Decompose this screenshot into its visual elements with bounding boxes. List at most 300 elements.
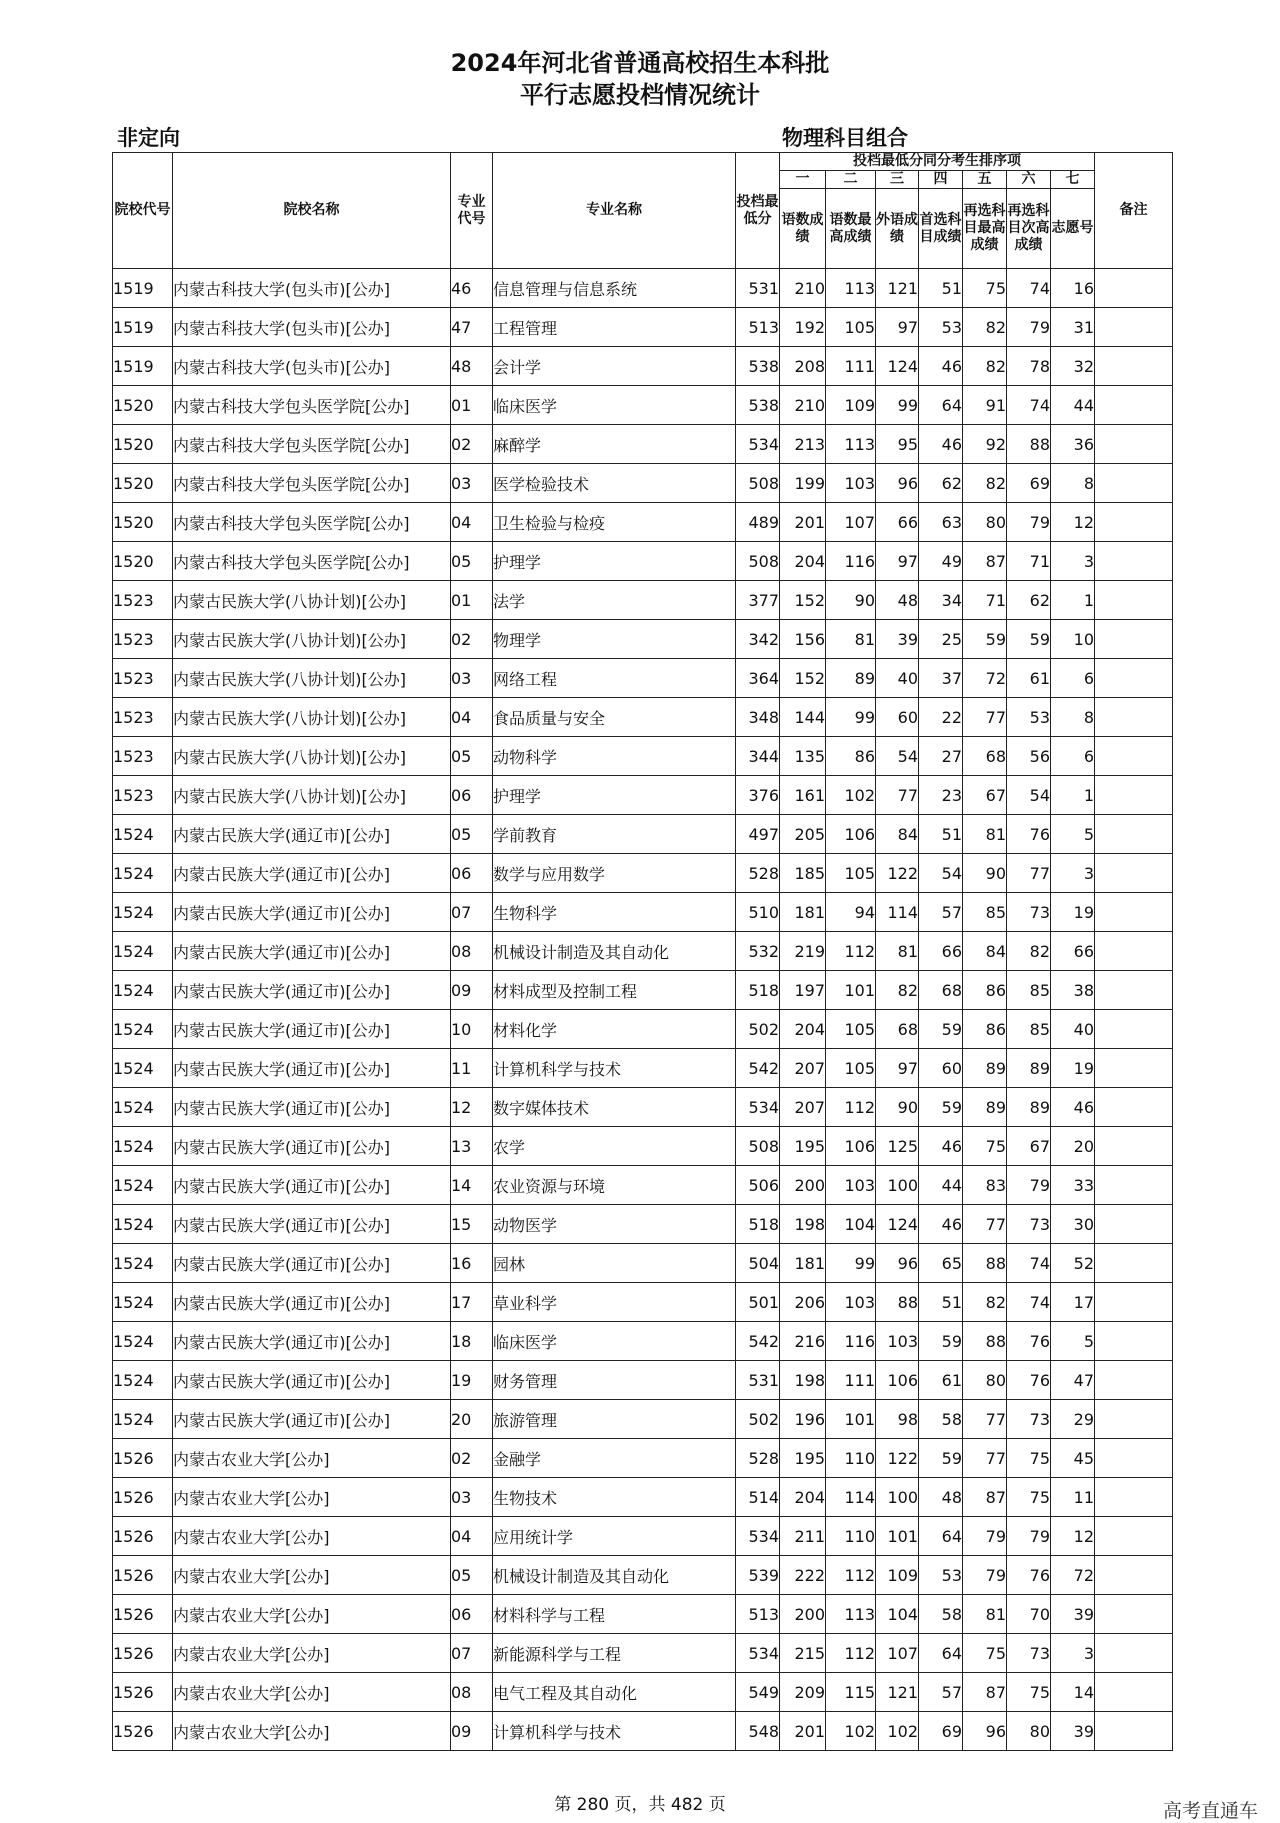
cell-major-code: 10 bbox=[451, 1010, 493, 1049]
table-row bbox=[113, 1400, 1173, 1439]
cell-rank-3: 124 bbox=[876, 347, 919, 386]
cell-rank-1: 207 bbox=[780, 1088, 826, 1127]
rank-order-3: 三 bbox=[876, 171, 919, 189]
cell-volunteer-no: 19 bbox=[1051, 893, 1095, 932]
cell-rank-4: 53 bbox=[919, 1556, 963, 1595]
cell-rank-5: 88 bbox=[963, 1322, 1007, 1361]
cell-rank-1: 206 bbox=[780, 1283, 826, 1322]
cell-rank-1: 208 bbox=[780, 347, 826, 386]
cell-rank-1: 211 bbox=[780, 1517, 826, 1556]
cell-rank-4: 63 bbox=[919, 503, 963, 542]
cell-rank-5: 82 bbox=[963, 464, 1007, 503]
cell-volunteer-no: 40 bbox=[1051, 1010, 1095, 1049]
page-number: 第 280 页，共 482 页 bbox=[554, 1795, 726, 1815]
cell-remarks bbox=[1095, 1088, 1173, 1127]
cell-rank-5: 87 bbox=[963, 1478, 1007, 1517]
cell-rank-6: 67 bbox=[1007, 1127, 1051, 1166]
cell-rank-2: 105 bbox=[826, 1010, 876, 1049]
table-row bbox=[113, 1517, 1173, 1556]
cell-major-code: 05 bbox=[451, 1556, 493, 1595]
cell-remarks bbox=[1095, 425, 1173, 464]
cell-volunteer-no: 47 bbox=[1051, 1361, 1095, 1400]
table-row bbox=[113, 503, 1173, 542]
cell-rank-4: 37 bbox=[919, 659, 963, 698]
cell-school-code: 1526 bbox=[113, 1556, 173, 1595]
cell-school-name: 内蒙古民族大学(通辽市)[公办] bbox=[173, 1088, 451, 1127]
cell-major-name: 机械设计制造及其自动化 bbox=[493, 1556, 736, 1595]
cell-min-score: 538 bbox=[736, 347, 780, 386]
cell-min-score: 534 bbox=[736, 1088, 780, 1127]
table-row bbox=[113, 464, 1173, 503]
cell-volunteer-no: 36 bbox=[1051, 425, 1095, 464]
rank-order-1: 一 bbox=[780, 171, 826, 189]
cell-volunteer-no: 44 bbox=[1051, 386, 1095, 425]
cell-major-code: 06 bbox=[451, 854, 493, 893]
cell-rank-1: 201 bbox=[780, 1712, 826, 1751]
table-row bbox=[113, 1439, 1173, 1478]
cell-rank-3: 125 bbox=[876, 1127, 919, 1166]
cell-volunteer-no: 14 bbox=[1051, 1673, 1095, 1712]
cell-rank-6: 85 bbox=[1007, 971, 1051, 1010]
cell-rank-3: 121 bbox=[876, 269, 919, 308]
cell-school-code: 1524 bbox=[113, 893, 173, 932]
table-row bbox=[113, 1244, 1173, 1283]
cell-major-code: 02 bbox=[451, 425, 493, 464]
cell-school-name: 内蒙古科技大学(包头市)[公办] bbox=[173, 308, 451, 347]
cell-rank-4: 46 bbox=[919, 1127, 963, 1166]
cell-rank-1: 196 bbox=[780, 1400, 826, 1439]
cell-rank-5: 81 bbox=[963, 1595, 1007, 1634]
cell-major-name: 农学 bbox=[493, 1127, 736, 1166]
cell-rank-3: 82 bbox=[876, 971, 919, 1010]
table-row bbox=[113, 1361, 1173, 1400]
rank-order-2: 二 bbox=[826, 171, 876, 189]
cell-remarks bbox=[1095, 1478, 1173, 1517]
cell-volunteer-no: 1 bbox=[1051, 776, 1095, 815]
cell-rank-6: 80 bbox=[1007, 1712, 1051, 1751]
cell-rank-5: 89 bbox=[963, 1088, 1007, 1127]
cell-rank-1: 200 bbox=[780, 1166, 826, 1205]
cell-rank-6: 74 bbox=[1007, 1283, 1051, 1322]
cell-remarks bbox=[1095, 1244, 1173, 1283]
cell-rank-4: 51 bbox=[919, 1283, 963, 1322]
cell-school-code: 1519 bbox=[113, 269, 173, 308]
cell-school-code: 1524 bbox=[113, 815, 173, 854]
col-major-name: 专业名称 bbox=[493, 153, 736, 269]
cell-min-score: 508 bbox=[736, 1127, 780, 1166]
cell-school-code: 1524 bbox=[113, 1166, 173, 1205]
cell-rank-5: 87 bbox=[963, 542, 1007, 581]
cell-rank-4: 48 bbox=[919, 1478, 963, 1517]
cell-major-code: 02 bbox=[451, 1439, 493, 1478]
rank-item-6: 再选科目次高成绩 bbox=[1007, 189, 1051, 269]
cell-min-score: 534 bbox=[736, 425, 780, 464]
cell-rank-6: 76 bbox=[1007, 1322, 1051, 1361]
cell-rank-3: 84 bbox=[876, 815, 919, 854]
cell-major-code: 04 bbox=[451, 503, 493, 542]
cell-rank-4: 66 bbox=[919, 932, 963, 971]
cell-school-code: 1524 bbox=[113, 1400, 173, 1439]
table-row bbox=[113, 620, 1173, 659]
cell-rank-4: 64 bbox=[919, 1517, 963, 1556]
cell-rank-5: 71 bbox=[963, 581, 1007, 620]
cell-rank-1: 204 bbox=[780, 542, 826, 581]
cell-major-name: 财务管理 bbox=[493, 1361, 736, 1400]
cell-rank-4: 59 bbox=[919, 1439, 963, 1478]
cell-school-name: 内蒙古科技大学包头医学院[公办] bbox=[173, 425, 451, 464]
cell-remarks bbox=[1095, 1439, 1173, 1478]
cell-school-code: 1526 bbox=[113, 1712, 173, 1751]
cell-major-name: 物理学 bbox=[493, 620, 736, 659]
cell-major-name: 护理学 bbox=[493, 542, 736, 581]
cell-rank-3: 66 bbox=[876, 503, 919, 542]
cell-major-name: 临床医学 bbox=[493, 386, 736, 425]
cell-rank-5: 79 bbox=[963, 1517, 1007, 1556]
cell-major-name: 材料科学与工程 bbox=[493, 1595, 736, 1634]
cell-volunteer-no: 1 bbox=[1051, 581, 1095, 620]
cell-rank-4: 46 bbox=[919, 347, 963, 386]
cell-remarks bbox=[1095, 893, 1173, 932]
cell-rank-5: 85 bbox=[963, 893, 1007, 932]
cell-rank-5: 59 bbox=[963, 620, 1007, 659]
cell-rank-2: 103 bbox=[826, 1283, 876, 1322]
cell-rank-2: 107 bbox=[826, 503, 876, 542]
cell-rank-2: 112 bbox=[826, 932, 876, 971]
cell-min-score: 528 bbox=[736, 854, 780, 893]
cell-min-score: 513 bbox=[736, 308, 780, 347]
cell-rank-3: 40 bbox=[876, 659, 919, 698]
cell-min-score: 531 bbox=[736, 1361, 780, 1400]
cell-school-code: 1526 bbox=[113, 1439, 173, 1478]
table-row bbox=[113, 1010, 1173, 1049]
cell-major-code: 07 bbox=[451, 893, 493, 932]
cell-remarks bbox=[1095, 581, 1173, 620]
cell-rank-6: 89 bbox=[1007, 1088, 1051, 1127]
cell-rank-3: 97 bbox=[876, 542, 919, 581]
col-rank-group: 投档最低分同分考生排序项 bbox=[780, 153, 1095, 171]
table-row bbox=[113, 971, 1173, 1010]
cell-school-name: 内蒙古民族大学(八协计划)[公办] bbox=[173, 581, 451, 620]
table-row bbox=[113, 347, 1173, 386]
cell-major-name: 护理学 bbox=[493, 776, 736, 815]
cell-rank-1: 213 bbox=[780, 425, 826, 464]
cell-volunteer-no: 32 bbox=[1051, 347, 1095, 386]
cell-remarks bbox=[1095, 1361, 1173, 1400]
cell-rank-3: 107 bbox=[876, 1634, 919, 1673]
cell-rank-2: 101 bbox=[826, 1400, 876, 1439]
table-row bbox=[113, 737, 1173, 776]
cell-rank-2: 102 bbox=[826, 1712, 876, 1751]
table-row bbox=[113, 1556, 1173, 1595]
cell-volunteer-no: 6 bbox=[1051, 659, 1095, 698]
table-row bbox=[113, 698, 1173, 737]
cell-rank-3: 81 bbox=[876, 932, 919, 971]
table-row bbox=[113, 1127, 1173, 1166]
cell-major-name: 生物科学 bbox=[493, 893, 736, 932]
cell-volunteer-no: 46 bbox=[1051, 1088, 1095, 1127]
cell-remarks bbox=[1095, 1673, 1173, 1712]
cell-school-code: 1519 bbox=[113, 308, 173, 347]
table-row bbox=[113, 815, 1173, 854]
cell-volunteer-no: 5 bbox=[1051, 815, 1095, 854]
cell-volunteer-no: 16 bbox=[1051, 269, 1095, 308]
cell-major-name: 网络工程 bbox=[493, 659, 736, 698]
cell-rank-6: 79 bbox=[1007, 503, 1051, 542]
cell-rank-2: 103 bbox=[826, 1166, 876, 1205]
cell-major-name: 园林 bbox=[493, 1244, 736, 1283]
cell-school-name: 内蒙古民族大学(通辽市)[公办] bbox=[173, 1244, 451, 1283]
rank-item-7: 志愿号 bbox=[1051, 189, 1095, 269]
cell-rank-4: 59 bbox=[919, 1322, 963, 1361]
cell-school-code: 1526 bbox=[113, 1595, 173, 1634]
cell-volunteer-no: 66 bbox=[1051, 932, 1095, 971]
cell-rank-4: 57 bbox=[919, 1673, 963, 1712]
cell-rank-3: 97 bbox=[876, 1049, 919, 1088]
cell-rank-4: 62 bbox=[919, 464, 963, 503]
table-row bbox=[113, 425, 1173, 464]
cell-rank-1: 181 bbox=[780, 893, 826, 932]
table-row bbox=[113, 893, 1173, 932]
cell-major-code: 13 bbox=[451, 1127, 493, 1166]
cell-major-name: 计算机科学与技术 bbox=[493, 1712, 736, 1751]
cell-rank-2: 109 bbox=[826, 386, 876, 425]
cell-school-name: 内蒙古科技大学包头医学院[公办] bbox=[173, 542, 451, 581]
cell-rank-5: 83 bbox=[963, 1166, 1007, 1205]
cell-school-code: 1520 bbox=[113, 503, 173, 542]
cell-school-name: 内蒙古民族大学(通辽市)[公办] bbox=[173, 1322, 451, 1361]
cell-rank-5: 89 bbox=[963, 1049, 1007, 1088]
cell-major-code: 05 bbox=[451, 815, 493, 854]
cell-min-score: 542 bbox=[736, 1049, 780, 1088]
table-row bbox=[113, 1478, 1173, 1517]
cell-major-name: 计算机科学与技术 bbox=[493, 1049, 736, 1088]
cell-rank-6: 56 bbox=[1007, 737, 1051, 776]
cell-major-name: 材料成型及控制工程 bbox=[493, 971, 736, 1010]
table-row bbox=[113, 1595, 1173, 1634]
cell-major-code: 05 bbox=[451, 737, 493, 776]
cell-school-name: 内蒙古农业大学[公办] bbox=[173, 1517, 451, 1556]
cell-rank-2: 111 bbox=[826, 1361, 876, 1400]
cell-rank-6: 79 bbox=[1007, 1517, 1051, 1556]
cell-rank-6: 75 bbox=[1007, 1478, 1051, 1517]
cell-rank-6: 74 bbox=[1007, 386, 1051, 425]
rank-item-4: 首选科目成绩 bbox=[919, 189, 963, 269]
cell-major-name: 旅游管理 bbox=[493, 1400, 736, 1439]
cell-major-code: 12 bbox=[451, 1088, 493, 1127]
cell-rank-1: 222 bbox=[780, 1556, 826, 1595]
cell-min-score: 514 bbox=[736, 1478, 780, 1517]
cell-volunteer-no: 6 bbox=[1051, 737, 1095, 776]
cell-major-name: 草业科学 bbox=[493, 1283, 736, 1322]
cell-major-code: 46 bbox=[451, 269, 493, 308]
cell-rank-3: 102 bbox=[876, 1712, 919, 1751]
cell-min-score: 531 bbox=[736, 269, 780, 308]
cell-rank-6: 74 bbox=[1007, 269, 1051, 308]
cell-school-name: 内蒙古民族大学(通辽市)[公办] bbox=[173, 1127, 451, 1166]
cell-rank-2: 101 bbox=[826, 971, 876, 1010]
cell-rank-6: 89 bbox=[1007, 1049, 1051, 1088]
cell-major-name: 新能源科学与工程 bbox=[493, 1634, 736, 1673]
cell-rank-4: 61 bbox=[919, 1361, 963, 1400]
cell-min-score: 534 bbox=[736, 1634, 780, 1673]
cell-volunteer-no: 3 bbox=[1051, 542, 1095, 581]
cell-school-name: 内蒙古民族大学(通辽市)[公办] bbox=[173, 1166, 451, 1205]
cell-school-name: 内蒙古民族大学(八协计划)[公办] bbox=[173, 620, 451, 659]
cell-volunteer-no: 72 bbox=[1051, 1556, 1095, 1595]
cell-remarks bbox=[1095, 269, 1173, 308]
cell-remarks bbox=[1095, 1322, 1173, 1361]
rank-order-5: 五 bbox=[963, 171, 1007, 189]
table-row bbox=[113, 308, 1173, 347]
cell-school-name: 内蒙古民族大学(通辽市)[公办] bbox=[173, 1361, 451, 1400]
cell-volunteer-no: 39 bbox=[1051, 1712, 1095, 1751]
cell-min-score: 549 bbox=[736, 1673, 780, 1712]
cell-remarks bbox=[1095, 737, 1173, 776]
cell-remarks bbox=[1095, 620, 1173, 659]
cell-rank-3: 124 bbox=[876, 1205, 919, 1244]
cell-school-code: 1526 bbox=[113, 1634, 173, 1673]
cell-school-name: 内蒙古民族大学(通辽市)[公办] bbox=[173, 1400, 451, 1439]
cell-rank-4: 68 bbox=[919, 971, 963, 1010]
cell-min-score: 504 bbox=[736, 1244, 780, 1283]
cell-rank-6: 73 bbox=[1007, 1634, 1051, 1673]
cell-school-name: 内蒙古农业大学[公办] bbox=[173, 1634, 451, 1673]
cell-major-code: 04 bbox=[451, 1517, 493, 1556]
cell-major-name: 麻醉学 bbox=[493, 425, 736, 464]
cell-min-score: 513 bbox=[736, 1595, 780, 1634]
cell-major-code: 06 bbox=[451, 1595, 493, 1634]
cell-rank-1: 216 bbox=[780, 1322, 826, 1361]
cell-remarks bbox=[1095, 1205, 1173, 1244]
cell-min-score: 502 bbox=[736, 1400, 780, 1439]
cell-rank-1: 152 bbox=[780, 581, 826, 620]
cell-rank-3: 100 bbox=[876, 1478, 919, 1517]
cell-rank-3: 121 bbox=[876, 1673, 919, 1712]
cell-rank-4: 60 bbox=[919, 1049, 963, 1088]
cell-school-code: 1523 bbox=[113, 698, 173, 737]
cell-major-name: 生物技术 bbox=[493, 1478, 736, 1517]
cell-major-name: 法学 bbox=[493, 581, 736, 620]
cell-rank-4: 49 bbox=[919, 542, 963, 581]
cell-rank-4: 58 bbox=[919, 1400, 963, 1439]
cell-major-code: 17 bbox=[451, 1283, 493, 1322]
col-min-score: 投档最低分 bbox=[736, 153, 780, 269]
cell-rank-4: 51 bbox=[919, 815, 963, 854]
cell-major-code: 09 bbox=[451, 971, 493, 1010]
rank-order-6: 六 bbox=[1007, 171, 1051, 189]
table-row bbox=[113, 386, 1173, 425]
cell-min-score: 489 bbox=[736, 503, 780, 542]
cell-school-code: 1523 bbox=[113, 737, 173, 776]
page-title-line2: 平行志愿投档情况统计 bbox=[520, 81, 760, 109]
cell-rank-4: 57 bbox=[919, 893, 963, 932]
cell-school-name: 内蒙古民族大学(八协计划)[公办] bbox=[173, 698, 451, 737]
cell-rank-5: 80 bbox=[963, 503, 1007, 542]
cell-rank-1: 192 bbox=[780, 308, 826, 347]
cell-rank-5: 80 bbox=[963, 1361, 1007, 1400]
cell-volunteer-no: 29 bbox=[1051, 1400, 1095, 1439]
cell-rank-2: 112 bbox=[826, 1634, 876, 1673]
cell-rank-4: 58 bbox=[919, 1595, 963, 1634]
cell-rank-5: 86 bbox=[963, 971, 1007, 1010]
cell-major-code: 18 bbox=[451, 1322, 493, 1361]
cell-rank-3: 60 bbox=[876, 698, 919, 737]
cell-rank-2: 89 bbox=[826, 659, 876, 698]
table-row bbox=[113, 1088, 1173, 1127]
cell-volunteer-no: 3 bbox=[1051, 854, 1095, 893]
cell-remarks bbox=[1095, 1010, 1173, 1049]
cell-major-name: 医学检验技术 bbox=[493, 464, 736, 503]
cell-school-name: 内蒙古民族大学(八协计划)[公办] bbox=[173, 737, 451, 776]
cell-school-name: 内蒙古科技大学包头医学院[公办] bbox=[173, 464, 451, 503]
cell-rank-6: 61 bbox=[1007, 659, 1051, 698]
cell-school-code: 1523 bbox=[113, 620, 173, 659]
cell-rank-5: 75 bbox=[963, 1127, 1007, 1166]
cell-volunteer-no: 33 bbox=[1051, 1166, 1095, 1205]
table-row bbox=[113, 1166, 1173, 1205]
rank-item-5: 再选科目最高成绩 bbox=[963, 189, 1007, 269]
cell-school-code: 1520 bbox=[113, 386, 173, 425]
cell-major-code: 48 bbox=[451, 347, 493, 386]
cell-min-score: 534 bbox=[736, 1517, 780, 1556]
cell-volunteer-no: 31 bbox=[1051, 308, 1095, 347]
cell-school-code: 1524 bbox=[113, 1322, 173, 1361]
cell-rank-3: 97 bbox=[876, 308, 919, 347]
cell-rank-5: 82 bbox=[963, 308, 1007, 347]
cell-major-code: 03 bbox=[451, 1478, 493, 1517]
cell-volunteer-no: 30 bbox=[1051, 1205, 1095, 1244]
cell-rank-1: 204 bbox=[780, 1010, 826, 1049]
cell-rank-2: 106 bbox=[826, 1127, 876, 1166]
cell-major-code: 47 bbox=[451, 308, 493, 347]
cell-rank-1: 195 bbox=[780, 1127, 826, 1166]
cell-min-score: 518 bbox=[736, 1205, 780, 1244]
cell-volunteer-no: 12 bbox=[1051, 1517, 1095, 1556]
col-remarks: 备注 bbox=[1095, 153, 1173, 269]
cell-major-name: 动物医学 bbox=[493, 1205, 736, 1244]
cell-rank-2: 110 bbox=[826, 1517, 876, 1556]
cell-major-name: 应用统计学 bbox=[493, 1517, 736, 1556]
cell-rank-3: 104 bbox=[876, 1595, 919, 1634]
cell-rank-2: 112 bbox=[826, 1556, 876, 1595]
cell-rank-1: 198 bbox=[780, 1361, 826, 1400]
cell-rank-4: 53 bbox=[919, 308, 963, 347]
cell-rank-2: 112 bbox=[826, 1088, 876, 1127]
cell-volunteer-no: 19 bbox=[1051, 1049, 1095, 1088]
cell-major-name: 工程管理 bbox=[493, 308, 736, 347]
cell-school-name: 内蒙古民族大学(通辽市)[公办] bbox=[173, 971, 451, 1010]
cell-rank-2: 99 bbox=[826, 1244, 876, 1283]
cell-rank-2: 115 bbox=[826, 1673, 876, 1712]
cell-rank-1: 144 bbox=[780, 698, 826, 737]
cell-school-code: 1523 bbox=[113, 581, 173, 620]
cell-rank-6: 54 bbox=[1007, 776, 1051, 815]
cell-remarks bbox=[1095, 1049, 1173, 1088]
cell-school-code: 1524 bbox=[113, 1283, 173, 1322]
cell-remarks bbox=[1095, 1556, 1173, 1595]
cell-school-name: 内蒙古民族大学(八协计划)[公办] bbox=[173, 659, 451, 698]
cell-rank-2: 105 bbox=[826, 308, 876, 347]
cell-school-name: 内蒙古农业大学[公办] bbox=[173, 1478, 451, 1517]
cell-rank-5: 82 bbox=[963, 347, 1007, 386]
table-row bbox=[113, 542, 1173, 581]
cell-rank-6: 75 bbox=[1007, 1439, 1051, 1478]
cell-rank-4: 25 bbox=[919, 620, 963, 659]
cell-rank-2: 104 bbox=[826, 1205, 876, 1244]
cell-min-score: 502 bbox=[736, 1010, 780, 1049]
cell-min-score: 518 bbox=[736, 971, 780, 1010]
cell-school-name: 内蒙古农业大学[公办] bbox=[173, 1439, 451, 1478]
